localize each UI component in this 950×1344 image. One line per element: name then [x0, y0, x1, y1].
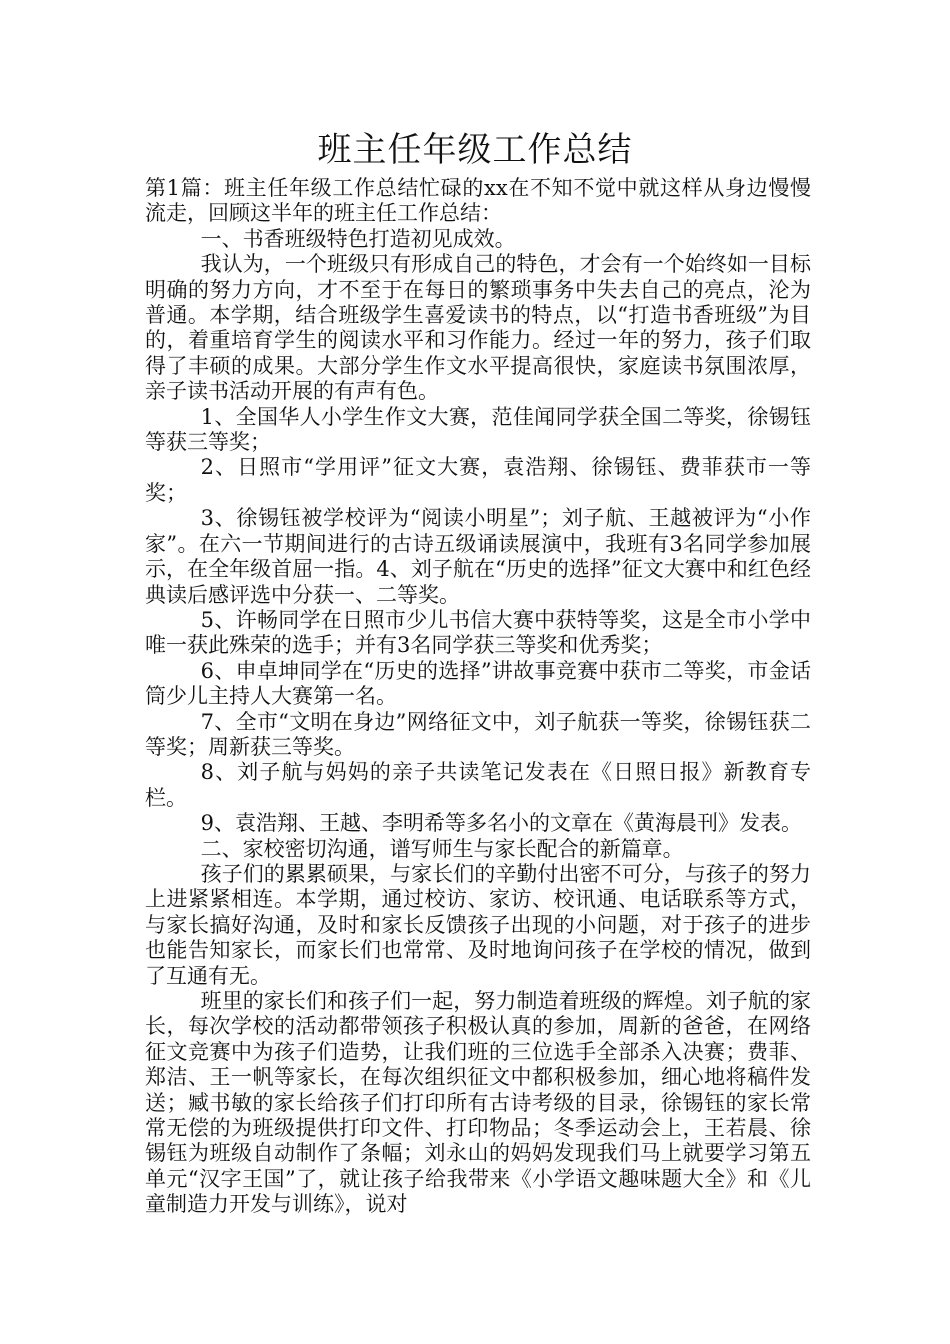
paragraph: 班里的家长们和孩子们一起，努力制造着班级的辉煌。刘子航的家长，每次学校的活动都带领孩子积极认真的参加，周新的爸爸，在网络征文竞赛中为孩子们造势，让我们班的三位选手全部杀入决赛；费菲、郑洁、王一帆等家长，在每次组织征文中都积极参加，细心地将稿件发送；臧书敏的家长给孩子们打印所有古诗考级的目录，徐锡钰的家长常常无偿的为班级提供打印文件、打印物品；冬季运动会上，王若晨、徐锡钰为班级自动制作了条幅；刘永山的妈妈发现我们马上就要学习第五单元“汉字王国”了，就让孩子给我带来《小学语文趣味题大全》和《儿童制造力开发与训练》，说对	[145, 989, 811, 1217]
document-body	[145, 176, 811, 1218]
list-item: 5、许畅同学在日照市少儿书信大赛中获特等奖，这是全市小学中唯一获此殊荣的选手；并有3名同学获三等奖和优秀奖；	[145, 607, 811, 658]
list-item: 8、刘子航与妈妈的亲子共读笔记发表在《日照日报》新教育专栏。	[145, 760, 811, 810]
list-item: 2、日照市“学用评”征文大赛，袁浩翔、徐锡钰、费菲获市一等奖；	[145, 455, 811, 505]
list-item: 3、徐锡钰被学校评为“阅读小明星”；刘子航、王越被评为“小作家”。在六一节期间进行的古诗五级诵读展演中，我班有3名同学参加展示，在全年级首屈一指。4、刘子航在“历史的选择”征文大赛中和红色经典读后感评选中分获一、二等奖。	[145, 506, 811, 607]
list-item: 1、全国华人小学生作文大赛，范佳闻同学获全国二等奖，徐锡钰等获三等奖；	[145, 404, 811, 455]
section-heading: 一、书香班级特色打造初见成效。	[200, 226, 516, 251]
section-heading: 二、家校密切沟通，谱写师生与家长配合的新篇章。	[200, 836, 684, 861]
paragraph: 第1篇：班主任年级工作总结忙碌的xx在不知不觉中就这样从身边慢慢流走，回顾这半年的班主任工作总结：	[145, 176, 811, 226]
document-title: 班主任年级工作总结	[317, 130, 633, 170]
list-item: 7、全市“文明在身边”网络征文中，刘子航获一等奖，徐锡钰获二等奖；周新获三等奖。	[145, 709, 811, 759]
list-item: 9、袁浩翔、王越、李明希等多名小的文章在《黄海晨刊》发表。	[200, 811, 802, 836]
paragraph: 我认为，一个班级只有形成自己的特色，才会有一个始终如一目标明确的努力方向，才不至于在每日的繁琐事务中失去自己的亮点，沦为普通。本学期，结合班级学生喜爱读书的特点，以“打造书香班级”为目的，着重培育学生的阅读水平和习作能力。经过一年的努力，孩子们取得了丰硕的成果。大部分学生作文水平提高很快，家庭读书氛围浓厚，亲子读书活动开展的有声有色。	[145, 252, 811, 404]
paragraph: 孩子们的累累硕果，与家长们的辛勤付出密不可分，与孩子的努力上进紧紧相连。本学期，通过校访、家访、校讯通、电话联系等方式，与家长搞好沟通，及时和家长反馈孩子出现的小问题，对于孩子的进步也能告知家长，而家长们也常常、及时地询问孩子在学校的情况，做到了互通有无。	[145, 861, 811, 988]
list-item: 6、申卓坤同学在“历史的选择”讲故事竞赛中获市二等奖，市金话筒少儿主持人大赛第一名。	[145, 658, 811, 709]
